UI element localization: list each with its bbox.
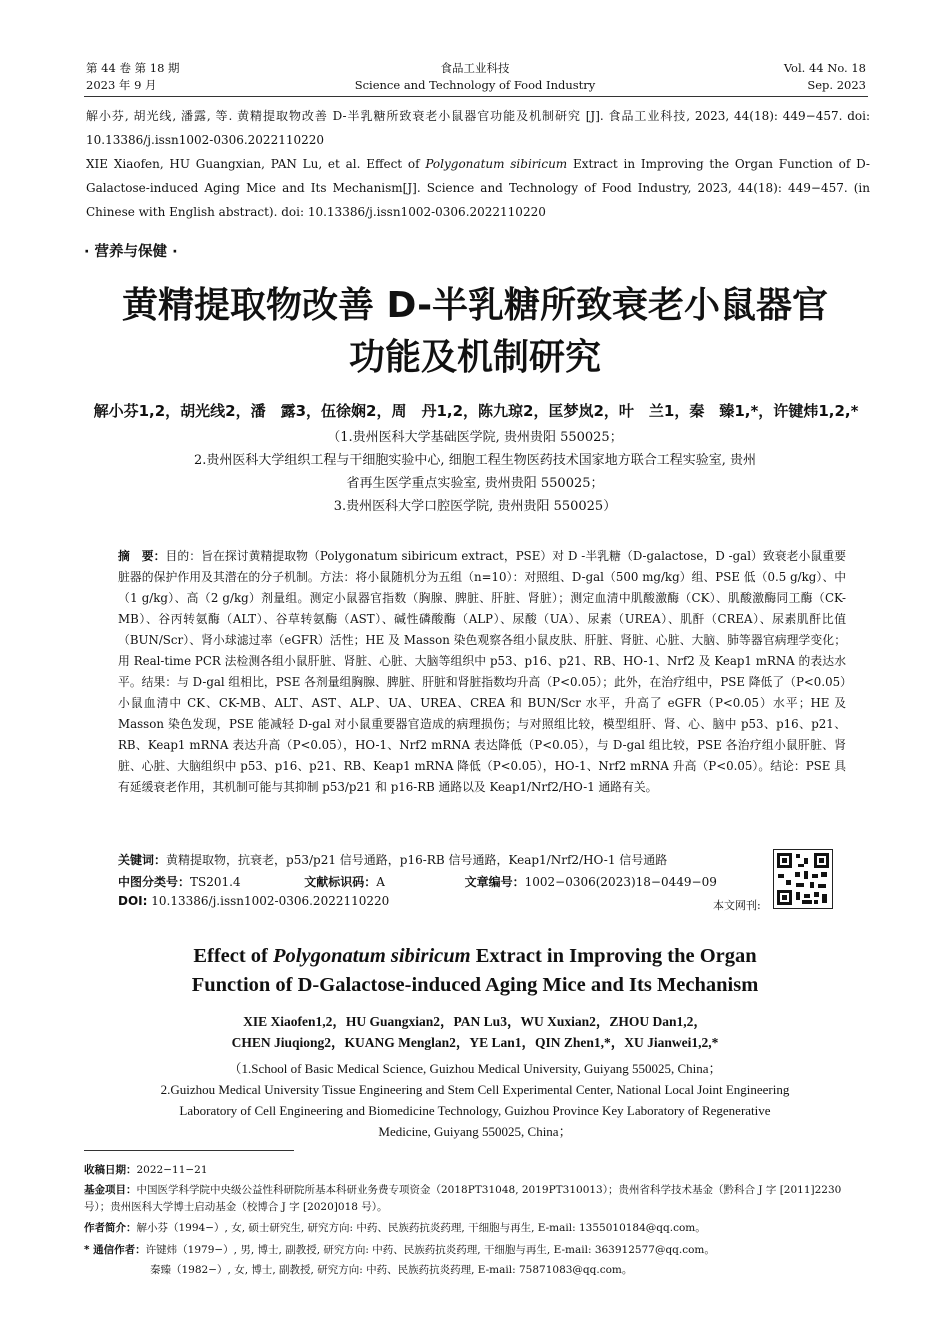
issue-date: 2023 年 9 月: [86, 78, 157, 92]
author-bio-label: 作者简介：: [84, 1222, 137, 1234]
footnote-corresponding: [84, 1242, 868, 1259]
journal-name-en: Science and Technology of Food Industry: [354, 78, 596, 92]
citation-en-part1: XIE Xiaofen, HU Guangxian, PAN Lu, et al. Effect of: [86, 157, 426, 171]
affiliation-en-2b: Laboratory of Cell Engineering and Biomedicine Technology, Guizhou Province Key Laboratory of Regenerative: [179, 1103, 771, 1118]
qr-code-icon[interactable]: [773, 849, 833, 909]
journal-volume-header: [784, 60, 866, 94]
title-cn-line2: 功能及机制研究: [348, 337, 601, 378]
title-en-post: Extract in Improving the Organ: [470, 945, 757, 967]
footnote-fund: [84, 1182, 868, 1216]
affiliation-cn-2: 2.贵州医科大学组织工程与干细胞实验中心, 细胞工程生物医药技术国家地方联合工程实验室, 贵州: [194, 453, 756, 468]
affiliation-cn-1: （1.贵州医科大学基础医学院, 贵州贵阳 550025；: [327, 430, 623, 445]
affiliation-en-2: 2.Guizhou Medical University Tissue Engineering and Stem Cell Experimental Center, National Local Joint Engineering: [160, 1082, 790, 1097]
doi-line: [118, 894, 389, 908]
abstract-text: 目的：旨在探讨黄精提取物（Polygonatum sibiricum extract，PSE）对 D -半乳糖（D-galactose，D -gal）致衰老小鼠重要脏器的保护作用及其潜在的分子机制。方法：将小鼠随机分为五组（n=10）：对照组、D-gal（500 mg/kg）组、PSE 低（0.5 g/kg）、中（1 g/kg）、高（2 g/kg）剂量组。测定小鼠器官指数（胸腺、脾脏、肝脏、肾脏）；测定血清中肌酸激酶（CK）、肌酸激酶同工酶（CK-MB）、谷丙转氨酶（ALT）、谷草转氨酶（AST）、碱性磷酸酶（ALP）、尿酸（UA）、尿素（UREA）、肌酐（CREA）、尿素肌酐比值（BUN/Scr）、肾小球滤过率（eGFR）活性；HE 及 Masson 染色观察各组小鼠皮肤、肝脏、肾脏、心脏、大脑、肺等器官病理学变化；用 Real-time PCR 法检测各组小鼠肝脏、肾脏、心脏、大脑等组织中 p53、p16、p21、RB、HO-1、Nrf2 及 Keap1 mRNA 的表达水平。结果：与 D-gal 组相比，PSE 各剂量组胸腺、脾脏、肝脏和肾脏指数均升高（P<0.05）；此外，在治疗组中，PSE 降低了（P<0.05）小鼠血清中 CK、CK-MB、ALT、AST、ALP、UA、UREA、CREA 和 BUN/Scr 水平，升高了 eGFR（P<0.05）水平；HE 及 Masson 染色发现，PSE 能减轻 D-gal 对小鼠重要器官造成的病理损伤；与对照组比较，模型组肝、肾、心、脑中 p53、p16、p21、RB、Keap1 mRNA 表达升高（P<0.05），HO-1、Nrf2 mRNA 表达降低（P<0.05），与 D-gal 组比较，PSE 各治疗组小鼠肝脏、肾脏、心脏、大脑组织中 p53、p16、p21、RB、Keap1 mRNA 降低（P<0.05），HO-1、Nrf2 mRNA 升高（P<0.05）。结论：PSE 具有延缓衰老作用，其机制可能与其抑制 p53/p21 和 p16-RB 通路以及 Keap1/Nrf2/HO-1 通路有关。: [118, 549, 846, 794]
journal-name-cn: 食品工业科技: [440, 61, 510, 75]
qr-label: 本文网刊:: [713, 899, 761, 912]
title-en-line1: [80, 942, 870, 971]
corresponding-label: * 通信作者：: [84, 1244, 146, 1256]
volume-no: Vol. 44 No. 18: [783, 61, 866, 75]
doc-code-value: A: [376, 875, 385, 889]
clc-label: 中图分类号：: [118, 875, 191, 889]
keywords-label: 关键词：: [118, 853, 167, 867]
affiliation-cn-3: 3.贵州医科大学口腔医学院, 贵州贵阳 550025）: [333, 499, 617, 514]
doc-code-label: 文献标识码：: [304, 875, 377, 889]
doi-value[interactable]: 10.13386/j.issn1002-0306.2022110220: [151, 894, 390, 908]
title-en-pre: Effect of: [193, 945, 273, 967]
citation-en-species: Polygonatum sibiricum: [425, 157, 568, 171]
affiliation-en-2c: Medicine, Guiyang 550025, China；: [378, 1124, 572, 1139]
corresponding-author-1: 许键炜（1979−）, 男, 博士, 副教授, 研究方向: 中药、民族药抗炎药理, 干细胞与再生, E-mail: 363912577@qq.com。: [145, 1244, 715, 1256]
fund-label: 基金项目：: [84, 1184, 137, 1196]
authors-en-line2: CHEN Jiuqiong2，KUANG Menglan2，YE Lan1，QIN Zhen1,*，XU Jianwei1,2,*: [231, 1035, 719, 1050]
volume-issue: 第 44 卷 第 18 期: [86, 61, 180, 75]
keywords: [118, 851, 758, 869]
affiliations-en: [80, 1058, 870, 1142]
received-label: 收稿日期：: [84, 1164, 137, 1176]
footnote-received: [84, 1162, 868, 1179]
article-no-value: 1002−0306(2023)18−0449−09: [524, 875, 717, 889]
header-rule: [84, 96, 868, 97]
authors-en-line1: XIE Xiaofen1,2，HU Guangxian2，PAN Lu3，WU Xuxian2，ZHOU Dan1,2，: [243, 1014, 707, 1029]
author-bio-text: 解小芬（1994−）, 女, 硕士研究生, 研究方向: 中药、民族药抗炎药理, 干细胞与再生, E-mail: 1355010184@qq.com。: [136, 1222, 706, 1234]
footnote-author: [84, 1220, 868, 1237]
page-title-cn: [60, 280, 890, 384]
article-no-label: 文章编号：: [464, 875, 525, 889]
page-title-en: [80, 942, 870, 1000]
received-date: 2022−11−21: [136, 1164, 208, 1176]
section-label: · 营养与保健 ·: [84, 244, 178, 260]
doi-label: DOI:: [118, 894, 148, 908]
abstract-label: 摘 要：: [118, 549, 166, 563]
citation-en: [86, 152, 870, 224]
affiliations-cn: [100, 426, 850, 518]
title-en-species: Polygonatum sibiricum: [273, 945, 471, 967]
affiliation-en-1: （1.School of Basic Medical Science, Guizhou Medical University, Guiyang 550025, China；: [228, 1061, 722, 1076]
footnote-rule: [84, 1150, 294, 1151]
authors-en: [80, 1011, 870, 1053]
citation-en-part2: Extract in Improving the Organ Function of D-Galactose-induced Aging Mice and Its Mechanism[J]. Science and Technology of Food Industry, 2023, 44(18): 449−457. (in Chinese with English abstract). doi: 10.13386/j.issn1002-0306.2022110220: [86, 157, 870, 219]
title-en-line2: Function of D-Galactose-induced Aging Mice and Its Mechanism: [191, 974, 759, 996]
clc-value: TS201.4: [190, 875, 241, 889]
title-cn-line1: 黄精提取物改善 D-半乳糖所致衰老小鼠器官: [121, 285, 829, 326]
abstract-cn: [118, 546, 846, 798]
classification-line: [118, 873, 717, 890]
issue-month: Sep. 2023: [807, 78, 866, 92]
fund-text: 中国医学科学院中央级公益性科研院所基本科研业务费专项资金（2018PT31048, 2019PT310013）；贵州省科学技术基金（黔科合 J 字 [2011]2230 号）；贵州医科大学博士启动基金（校博合 J 字 [2020]018 号）。: [84, 1184, 842, 1213]
affiliation-cn-2b: 省再生医学重点实验室, 贵州贵阳 550025；: [346, 476, 604, 491]
footnote-corresponding-2: 秦臻（1982−）, 女, 博士, 副教授, 研究方向: 中药、民族药抗炎药理, E-mail: 75871083@qq.com。: [150, 1264, 633, 1276]
citation-cn: 解小芬, 胡光线, 潘露, 等. 黄精提取物改善 D-半乳糖所致衰老小鼠器官功能及机制研究 [J]. 食品工业科技, 2023, 44(18): 449−457. doi: 10.13386/j.issn1002-0306.2022110220: [86, 109, 870, 147]
keywords-text: 黄精提取物，抗衰老，p53/p21 信号通路，p16-RB 信号通路，Keap1/Nrf2/HO-1 信号通路: [166, 853, 668, 867]
authors-cn: 解小芬1,2，胡光线2，潘 露3，伍徐娴2，周 丹1,2，陈九琼2，匡梦岚2，叶 兰1，秦 臻1,*，许键炜1,2,*: [93, 402, 859, 420]
